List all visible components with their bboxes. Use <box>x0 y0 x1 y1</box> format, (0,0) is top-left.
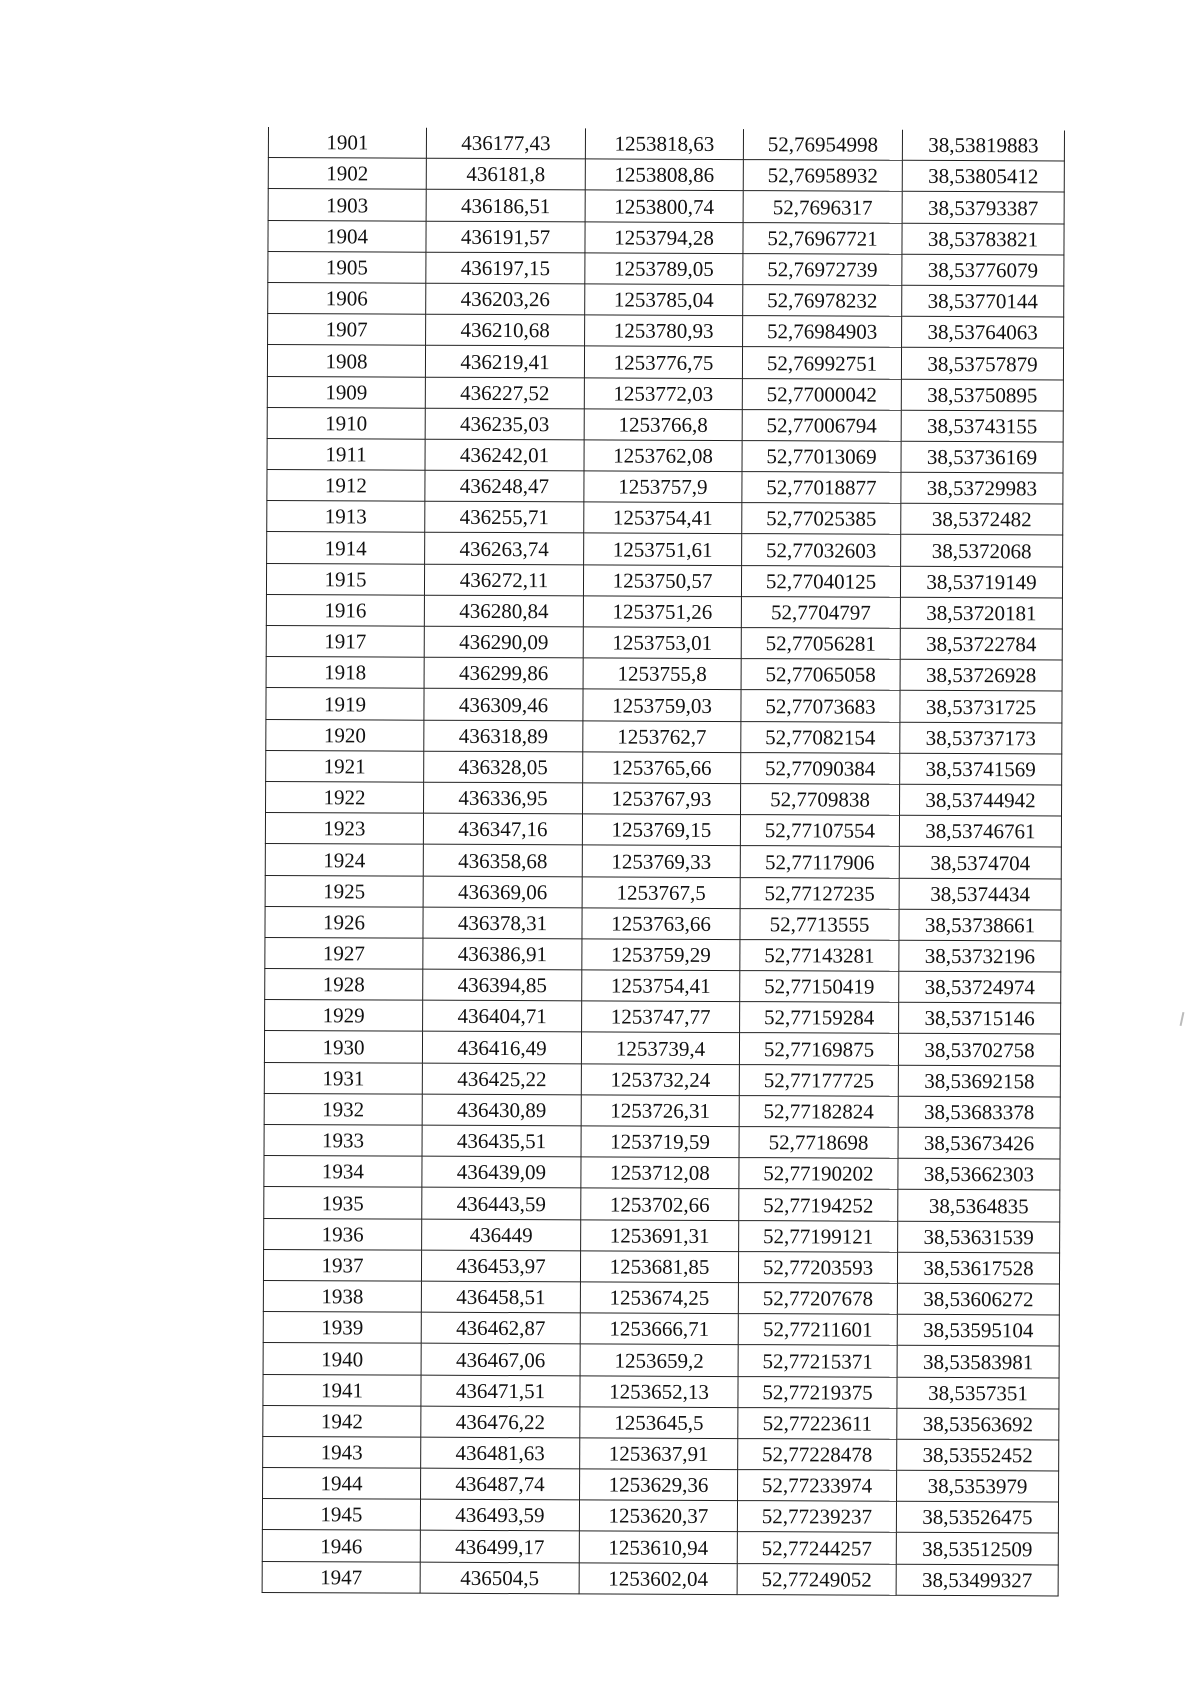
table-row <box>265 875 1061 910</box>
latitude-cell: 52,77143281 <box>740 939 899 971</box>
latitude-cell: 52,77207678 <box>738 1283 897 1315</box>
longitude-cell: 38,53662303 <box>898 1158 1060 1190</box>
x-coordinate-cell: 436430,89 <box>422 1094 581 1126</box>
y-coordinate-cell: 1253732,24 <box>581 1064 739 1096</box>
longitude-cell: 38,53583981 <box>897 1346 1059 1378</box>
point-number-cell: 1910 <box>267 407 425 439</box>
x-coordinate-cell: 436458,51 <box>421 1281 580 1313</box>
table-row <box>267 470 1063 505</box>
point-number-cell: 1901 <box>268 127 426 158</box>
table-row <box>265 813 1061 848</box>
point-number-cell: 1942 <box>263 1405 421 1437</box>
point-number-cell: 1921 <box>266 750 424 782</box>
point-number-cell: 1934 <box>264 1156 422 1188</box>
x-coordinate-cell: 436197,15 <box>426 252 585 284</box>
point-number-cell: 1903 <box>268 189 426 221</box>
table-row <box>266 625 1062 660</box>
x-coordinate-cell: 436476,22 <box>421 1406 580 1438</box>
y-coordinate-cell: 1253776,75 <box>584 346 742 378</box>
latitude-cell: 52,77025385 <box>742 503 901 535</box>
table-row <box>268 127 1064 161</box>
latitude-cell: 52,77239237 <box>737 1501 896 1533</box>
x-coordinate-cell: 436235,03 <box>425 408 584 440</box>
latitude-cell: 52,77117906 <box>740 846 899 878</box>
x-coordinate-cell: 436328,05 <box>424 751 583 783</box>
longitude-cell: 38,53805412 <box>902 160 1064 192</box>
latitude-cell: 52,77159284 <box>740 1002 899 1034</box>
point-number-cell: 1926 <box>265 906 423 938</box>
longitude-cell: 38,53563692 <box>897 1408 1059 1440</box>
coordinates-table <box>262 127 1065 1596</box>
table-row <box>264 1156 1060 1191</box>
latitude-cell: 52,77177725 <box>739 1064 898 1096</box>
x-coordinate-cell: 436369,06 <box>423 876 582 908</box>
x-coordinate-cell: 436210,68 <box>426 314 585 346</box>
latitude-cell: 52,77182824 <box>739 1095 898 1127</box>
point-number-cell: 1940 <box>263 1343 421 1375</box>
latitude-cell: 52,77090384 <box>741 752 900 784</box>
longitude-cell: 38,53732196 <box>899 940 1061 972</box>
x-coordinate-cell: 436481,63 <box>421 1437 580 1469</box>
table-row <box>263 1249 1059 1284</box>
y-coordinate-cell: 1253753,01 <box>583 627 741 659</box>
latitude-cell: 52,77194252 <box>739 1189 898 1221</box>
table-row <box>266 594 1062 629</box>
longitude-cell: 38,53702758 <box>898 1034 1060 1066</box>
longitude-cell: 38,53724974 <box>899 971 1061 1003</box>
point-number-cell: 1935 <box>264 1187 422 1219</box>
table-row <box>267 532 1063 567</box>
longitude-cell: 38,53726928 <box>900 659 1062 691</box>
point-number-cell: 1916 <box>266 594 424 626</box>
point-number-cell: 1913 <box>267 501 425 533</box>
point-number-cell: 1919 <box>266 688 424 720</box>
point-number-cell: 1911 <box>267 438 425 470</box>
latitude-cell: 52,77107554 <box>740 815 899 847</box>
point-number-cell: 1947 <box>262 1561 420 1593</box>
latitude-cell: 52,77127235 <box>740 877 899 909</box>
x-coordinate-cell: 436386,91 <box>423 938 582 970</box>
point-number-cell: 1920 <box>266 719 424 751</box>
y-coordinate-cell: 1253762,7 <box>583 720 741 752</box>
x-coordinate-cell: 436227,52 <box>425 377 584 409</box>
longitude-cell: 38,53722784 <box>900 628 1062 660</box>
x-coordinate-cell: 436449 <box>422 1219 581 1251</box>
x-coordinate-cell: 436272,11 <box>424 564 583 596</box>
point-number-cell: 1932 <box>264 1093 422 1125</box>
point-number-cell: 1906 <box>268 282 426 314</box>
table-row <box>266 719 1062 754</box>
point-number-cell: 1925 <box>265 875 423 907</box>
longitude-cell: 38,53783821 <box>902 223 1064 255</box>
point-number-cell: 1904 <box>268 220 426 252</box>
x-coordinate-cell: 436255,71 <box>425 501 584 533</box>
y-coordinate-cell: 1253712,08 <box>581 1157 739 1189</box>
longitude-cell: 38,53776079 <box>902 254 1064 286</box>
table-row <box>268 158 1064 193</box>
y-coordinate-cell: 1253769,15 <box>582 814 740 846</box>
x-coordinate-cell: 436219,41 <box>425 346 584 378</box>
latitude-cell: 52,77150419 <box>740 971 899 1003</box>
latitude-cell: 52,77082154 <box>741 721 900 753</box>
y-coordinate-cell: 1253767,93 <box>583 783 741 815</box>
x-coordinate-cell: 436280,84 <box>424 595 583 627</box>
table-row <box>263 1312 1059 1347</box>
latitude-cell: 52,76984903 <box>743 316 902 348</box>
point-number-cell: 1936 <box>264 1218 422 1250</box>
longitude-cell: 38,53526475 <box>896 1502 1058 1534</box>
latitude-cell: 52,76954998 <box>743 129 902 160</box>
point-number-cell: 1914 <box>267 532 425 564</box>
x-coordinate-cell: 436404,71 <box>423 1000 582 1032</box>
longitude-cell: 38,53720181 <box>900 597 1062 629</box>
latitude-cell: 52,77215371 <box>738 1345 897 1377</box>
point-number-cell: 1944 <box>263 1468 421 1500</box>
table-row <box>265 969 1061 1004</box>
latitude-cell: 52,77219375 <box>738 1376 897 1408</box>
point-number-cell: 1933 <box>264 1124 422 1156</box>
point-number-cell: 1922 <box>266 781 424 813</box>
latitude-cell: 52,77040125 <box>741 565 900 597</box>
longitude-cell: 38,5353979 <box>897 1470 1059 1502</box>
longitude-cell: 38,53750895 <box>901 379 1063 411</box>
point-number-cell: 1905 <box>268 251 426 283</box>
latitude-cell: 52,76978232 <box>743 285 902 317</box>
y-coordinate-cell: 1253747,77 <box>582 1001 740 1033</box>
latitude-cell: 52,77190202 <box>739 1158 898 1190</box>
latitude-cell: 52,77000042 <box>742 378 901 410</box>
coordinates-table-body <box>262 127 1064 1596</box>
x-coordinate-cell: 436358,68 <box>423 844 582 876</box>
longitude-cell: 38,53512509 <box>896 1533 1058 1565</box>
point-number-cell: 1943 <box>263 1436 421 1468</box>
latitude-cell: 52,77244257 <box>737 1532 896 1564</box>
table-row <box>267 345 1063 380</box>
y-coordinate-cell: 1253629,36 <box>580 1469 738 1501</box>
table-row <box>267 376 1063 411</box>
y-coordinate-cell: 1253681,85 <box>580 1251 738 1283</box>
point-number-cell: 1912 <box>267 470 425 502</box>
y-coordinate-cell: 1253765,66 <box>583 752 741 784</box>
latitude-cell: 52,77018877 <box>742 472 901 504</box>
latitude-cell: 52,77233974 <box>738 1470 897 1502</box>
longitude-cell: 38,5364835 <box>898 1190 1060 1222</box>
latitude-cell: 52,77228478 <box>738 1438 897 1470</box>
x-coordinate-cell: 436487,74 <box>421 1468 580 1500</box>
table-row <box>267 501 1063 536</box>
scan-speck <box>1180 1012 1185 1026</box>
longitude-cell: 38,53683378 <box>898 1096 1060 1128</box>
longitude-cell: 38,53595104 <box>897 1314 1059 1346</box>
x-coordinate-cell: 436181,8 <box>426 158 585 190</box>
table-row <box>268 189 1064 224</box>
y-coordinate-cell: 1253645,5 <box>580 1407 738 1439</box>
latitude-cell: 52,7696317 <box>743 191 902 223</box>
y-coordinate-cell: 1253726,31 <box>581 1095 739 1127</box>
table-row <box>264 1187 1060 1222</box>
y-coordinate-cell: 1253794,28 <box>585 221 743 253</box>
point-number-cell: 1946 <box>262 1530 420 1562</box>
table-row <box>263 1374 1059 1409</box>
table-row <box>268 251 1064 286</box>
x-coordinate-cell: 436203,26 <box>426 283 585 315</box>
latitude-cell: 52,7709838 <box>741 784 900 816</box>
point-number-cell: 1931 <box>264 1062 422 1094</box>
longitude-cell: 38,53793387 <box>902 192 1064 224</box>
y-coordinate-cell: 1253751,61 <box>584 533 742 565</box>
longitude-cell: 38,53744942 <box>900 784 1062 816</box>
longitude-cell: 38,53757879 <box>901 348 1063 380</box>
latitude-cell: 52,77203593 <box>738 1251 897 1283</box>
point-number-cell: 1923 <box>265 813 423 845</box>
y-coordinate-cell: 1253637,91 <box>580 1438 738 1470</box>
y-coordinate-cell: 1253759,03 <box>583 689 741 721</box>
longitude-cell: 38,53764063 <box>902 316 1064 348</box>
point-number-cell: 1924 <box>265 844 423 876</box>
y-coordinate-cell: 1253620,37 <box>579 1500 737 1532</box>
table-row <box>268 282 1064 317</box>
y-coordinate-cell: 1253754,41 <box>582 970 740 1002</box>
x-coordinate-cell: 436443,59 <box>422 1188 581 1220</box>
latitude-cell: 52,77211601 <box>738 1314 897 1346</box>
table-row <box>265 906 1061 941</box>
longitude-cell: 38,53738661 <box>899 909 1061 941</box>
point-number-cell: 1941 <box>263 1374 421 1406</box>
latitude-cell: 52,7704797 <box>741 596 900 628</box>
y-coordinate-cell: 1253652,13 <box>580 1375 738 1407</box>
table-row <box>262 1561 1058 1596</box>
table-row <box>263 1343 1059 1378</box>
point-number-cell: 1927 <box>265 937 423 969</box>
x-coordinate-cell: 436435,51 <box>422 1125 581 1157</box>
table-row <box>266 688 1062 723</box>
latitude-cell: 52,77223611 <box>738 1407 897 1439</box>
longitude-cell: 38,53731725 <box>900 691 1062 723</box>
longitude-cell: 38,53743155 <box>901 410 1063 442</box>
longitude-cell: 38,53770144 <box>902 285 1064 317</box>
x-coordinate-cell: 436299,86 <box>424 657 583 689</box>
point-number-cell: 1937 <box>263 1249 421 1281</box>
table-row <box>264 1218 1060 1253</box>
y-coordinate-cell: 1253767,5 <box>582 876 740 908</box>
longitude-cell: 38,53631539 <box>898 1221 1060 1253</box>
y-coordinate-cell: 1253800,74 <box>585 190 743 222</box>
x-coordinate-cell: 436191,57 <box>426 221 585 253</box>
latitude-cell: 52,77056281 <box>741 628 900 660</box>
point-number-cell: 1902 <box>268 158 426 190</box>
y-coordinate-cell: 1253674,25 <box>580 1282 738 1314</box>
y-coordinate-cell: 1253702,66 <box>581 1188 739 1220</box>
point-number-cell: 1930 <box>264 1031 422 1063</box>
point-number-cell: 1915 <box>266 563 424 595</box>
y-coordinate-cell: 1253659,2 <box>580 1344 738 1376</box>
x-coordinate-cell: 436242,01 <box>425 439 584 471</box>
table-row <box>263 1280 1059 1315</box>
table-row <box>267 407 1063 442</box>
table-row <box>265 937 1061 972</box>
point-number-cell: 1909 <box>267 376 425 408</box>
latitude-cell: 52,7713555 <box>740 908 899 940</box>
point-number-cell: 1907 <box>268 314 426 346</box>
x-coordinate-cell: 436471,51 <box>421 1375 580 1407</box>
longitude-cell: 38,53673426 <box>898 1127 1060 1159</box>
latitude-cell: 52,77032603 <box>742 534 901 566</box>
latitude-cell: 52,77249052 <box>737 1563 896 1595</box>
y-coordinate-cell: 1253739,4 <box>581 1032 739 1064</box>
point-number-cell: 1928 <box>265 969 423 1001</box>
longitude-cell: 38,5372068 <box>901 535 1063 567</box>
x-coordinate-cell: 436425,22 <box>422 1063 581 1095</box>
longitude-cell: 38,53617528 <box>897 1252 1059 1284</box>
x-coordinate-cell: 436290,09 <box>424 626 583 658</box>
table-row <box>263 1436 1059 1471</box>
y-coordinate-cell: 1253754,41 <box>584 502 742 534</box>
x-coordinate-cell: 436462,87 <box>421 1312 580 1344</box>
longitude-cell: 38,5374704 <box>899 847 1061 879</box>
table-row <box>264 1062 1060 1097</box>
point-number-cell: 1938 <box>263 1280 421 1312</box>
longitude-cell: 38,53737173 <box>900 722 1062 754</box>
latitude-cell: 52,77013069 <box>742 440 901 472</box>
longitude-cell: 38,53499327 <box>896 1564 1058 1596</box>
y-coordinate-cell: 1253751,26 <box>583 596 741 628</box>
table-row <box>264 1124 1060 1159</box>
table-row <box>265 1000 1061 1035</box>
x-coordinate-cell: 436378,31 <box>423 907 582 939</box>
latitude-cell: 52,76972739 <box>743 253 902 285</box>
latitude-cell: 52,7718698 <box>739 1127 898 1159</box>
x-coordinate-cell: 436416,49 <box>422 1032 581 1064</box>
table-row <box>265 844 1061 879</box>
longitude-cell: 38,53736169 <box>901 441 1063 473</box>
longitude-cell: 38,53729983 <box>901 472 1063 504</box>
y-coordinate-cell: 1253789,05 <box>585 253 743 285</box>
y-coordinate-cell: 1253759,29 <box>582 939 740 971</box>
x-coordinate-cell: 436309,46 <box>424 689 583 721</box>
point-number-cell: 1918 <box>266 657 424 689</box>
latitude-cell: 52,77073683 <box>741 690 900 722</box>
y-coordinate-cell: 1253755,8 <box>583 658 741 690</box>
y-coordinate-cell: 1253818,63 <box>585 128 743 159</box>
latitude-cell: 52,77199121 <box>739 1220 898 1252</box>
table-row <box>264 1093 1060 1128</box>
point-number-cell: 1908 <box>267 345 425 377</box>
longitude-cell: 38,53692158 <box>898 1065 1060 1097</box>
table-row <box>268 220 1064 255</box>
y-coordinate-cell: 1253757,9 <box>584 471 742 503</box>
x-coordinate-cell: 436177,43 <box>426 128 585 159</box>
x-coordinate-cell: 436336,95 <box>424 782 583 814</box>
longitude-cell: 38,53606272 <box>897 1283 1059 1315</box>
y-coordinate-cell: 1253610,94 <box>579 1531 737 1563</box>
longitude-cell: 38,53552452 <box>897 1439 1059 1471</box>
latitude-cell: 52,77006794 <box>742 409 901 441</box>
point-number-cell: 1917 <box>266 625 424 657</box>
x-coordinate-cell: 436467,06 <box>421 1343 580 1375</box>
table-row <box>262 1530 1058 1565</box>
latitude-cell: 52,76958932 <box>743 160 902 192</box>
x-coordinate-cell: 436186,51 <box>426 190 585 222</box>
x-coordinate-cell: 436453,97 <box>421 1250 580 1282</box>
y-coordinate-cell: 1253602,04 <box>579 1562 737 1594</box>
longitude-cell: 38,5357351 <box>897 1377 1059 1409</box>
x-coordinate-cell: 436504,5 <box>420 1562 579 1594</box>
table-row <box>266 563 1062 598</box>
y-coordinate-cell: 1253763,66 <box>582 908 740 940</box>
point-number-cell: 1939 <box>263 1312 421 1344</box>
longitude-cell: 38,53719149 <box>900 566 1062 598</box>
latitude-cell: 52,77169875 <box>739 1033 898 1065</box>
y-coordinate-cell: 1253772,03 <box>584 377 742 409</box>
y-coordinate-cell: 1253691,31 <box>581 1219 739 1251</box>
longitude-cell: 38,5372482 <box>901 504 1063 536</box>
y-coordinate-cell: 1253719,59 <box>581 1126 739 1158</box>
longitude-cell: 38,53715146 <box>899 1003 1061 1035</box>
table-row <box>263 1405 1059 1440</box>
table-row <box>264 1031 1060 1066</box>
point-number-cell: 1945 <box>262 1499 420 1531</box>
longitude-cell: 38,53741569 <box>900 753 1062 785</box>
x-coordinate-cell: 436394,85 <box>423 969 582 1001</box>
table-row <box>262 1499 1058 1534</box>
table-row <box>263 1468 1059 1503</box>
x-coordinate-cell: 436499,17 <box>420 1531 579 1563</box>
x-coordinate-cell: 436439,09 <box>422 1156 581 1188</box>
x-coordinate-cell: 436318,89 <box>424 720 583 752</box>
table-row <box>266 657 1062 692</box>
latitude-cell: 52,76967721 <box>743 222 902 254</box>
longitude-cell: 38,53746761 <box>899 815 1061 847</box>
point-number-cell: 1929 <box>265 1000 423 1032</box>
x-coordinate-cell: 436263,74 <box>425 533 584 565</box>
table-row <box>266 750 1062 785</box>
y-coordinate-cell: 1253762,08 <box>584 440 742 472</box>
longitude-cell: 38,53819883 <box>902 130 1064 161</box>
x-coordinate-cell: 436493,59 <box>420 1499 579 1531</box>
y-coordinate-cell: 1253766,8 <box>584 409 742 441</box>
x-coordinate-cell: 436248,47 <box>425 470 584 502</box>
y-coordinate-cell: 1253780,93 <box>585 315 743 347</box>
y-coordinate-cell: 1253750,57 <box>583 565 741 597</box>
longitude-cell: 38,5374434 <box>899 878 1061 910</box>
table-row <box>267 438 1063 473</box>
table-row <box>266 781 1062 816</box>
table-row <box>268 314 1064 349</box>
y-coordinate-cell: 1253785,04 <box>585 284 743 316</box>
y-coordinate-cell: 1253769,33 <box>582 845 740 877</box>
y-coordinate-cell: 1253666,71 <box>580 1313 738 1345</box>
latitude-cell: 52,77065058 <box>741 659 900 691</box>
y-coordinate-cell: 1253808,86 <box>585 159 743 191</box>
x-coordinate-cell: 436347,16 <box>423 813 582 845</box>
latitude-cell: 52,76992751 <box>742 347 901 379</box>
